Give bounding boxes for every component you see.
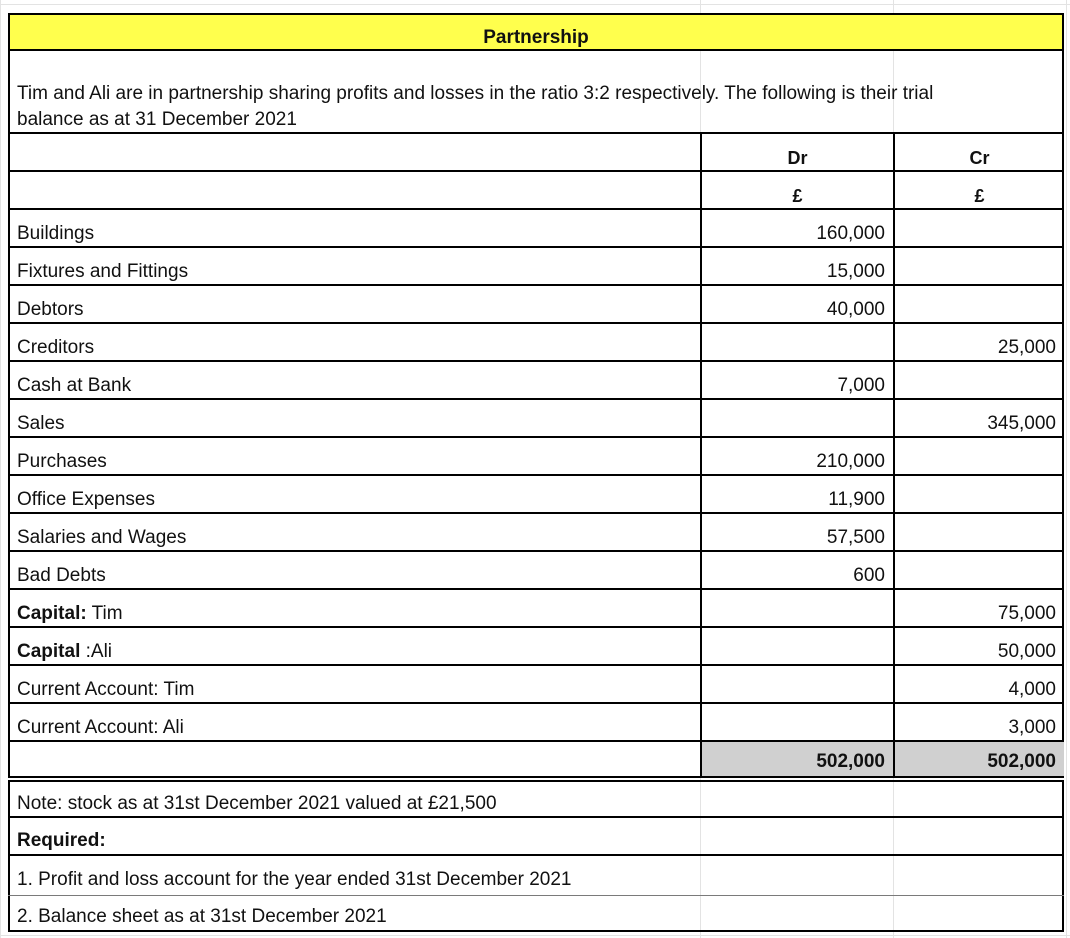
row-label: Bad Debts [17, 565, 106, 586]
row-label-bold: Capital [17, 641, 81, 662]
row-dr-value: 57,500 [826, 527, 885, 548]
row-cr-value: 50,000 [997, 641, 1056, 662]
row-dr-value: 40,000 [826, 299, 885, 320]
dr-header: Dr [787, 148, 808, 168]
row-label: Buildings [17, 223, 95, 244]
required-item: 2. Balance sheet as at 31st December 2021 [17, 906, 387, 927]
row-dr-value: 210,000 [816, 451, 885, 472]
row-label: Sales [17, 413, 65, 434]
row-dr-value: 600 [853, 565, 885, 586]
row-label: Purchases [17, 451, 107, 472]
row-label: Creditors [17, 337, 95, 358]
row-dr-value: 11,900 [828, 489, 885, 510]
required-label: Required: [17, 830, 106, 851]
cr-header: Cr [969, 148, 990, 168]
row-label: Current Account: Tim [17, 679, 195, 700]
row-label: Office Expenses [17, 489, 156, 510]
row-cr-value: 3,000 [1008, 717, 1056, 738]
intro-line-2: balance as at 31 December 2021 [17, 109, 297, 130]
row-dr-value: 160,000 [816, 223, 885, 244]
row-cr-value: 75,000 [997, 603, 1056, 624]
intro-line-1: Tim and Ali are in partnership sharing profits and losses in the ratio 3:2 respectively. The following is their trial [17, 83, 934, 104]
row-label [17, 641, 112, 663]
total-cr: 502,000 [987, 751, 1056, 772]
row-label: Fixtures and Fittings [17, 261, 189, 282]
row-label-name: Tim [86, 603, 123, 624]
dr-currency: £ [792, 186, 803, 206]
row-label: Salaries and Wages [17, 527, 187, 548]
row-cr-value: 345,000 [987, 413, 1056, 434]
row-label [17, 603, 123, 625]
row-dr-value: 15,000 [826, 261, 885, 282]
stock-note: Note: stock as at 31st December 2021 valued at £21,500 [17, 793, 497, 814]
row-cr-value: 25,000 [997, 337, 1056, 358]
row-label: Debtors [17, 299, 84, 320]
total-dr: 502,000 [816, 751, 885, 772]
required-item: 1. Profit and loss account for the year ended 31st December 2021 [17, 869, 572, 890]
row-dr-value: 7,000 [837, 375, 885, 396]
row-label-bold: Capital: [17, 603, 87, 624]
row-label: Cash at Bank [17, 375, 132, 396]
page-title: Partnership [483, 27, 589, 48]
cr-currency: £ [974, 186, 985, 206]
row-label-name: :Ali [80, 641, 113, 662]
row-cr-value: 4,000 [1008, 679, 1056, 700]
row-label: Current Account: Ali [17, 717, 184, 738]
